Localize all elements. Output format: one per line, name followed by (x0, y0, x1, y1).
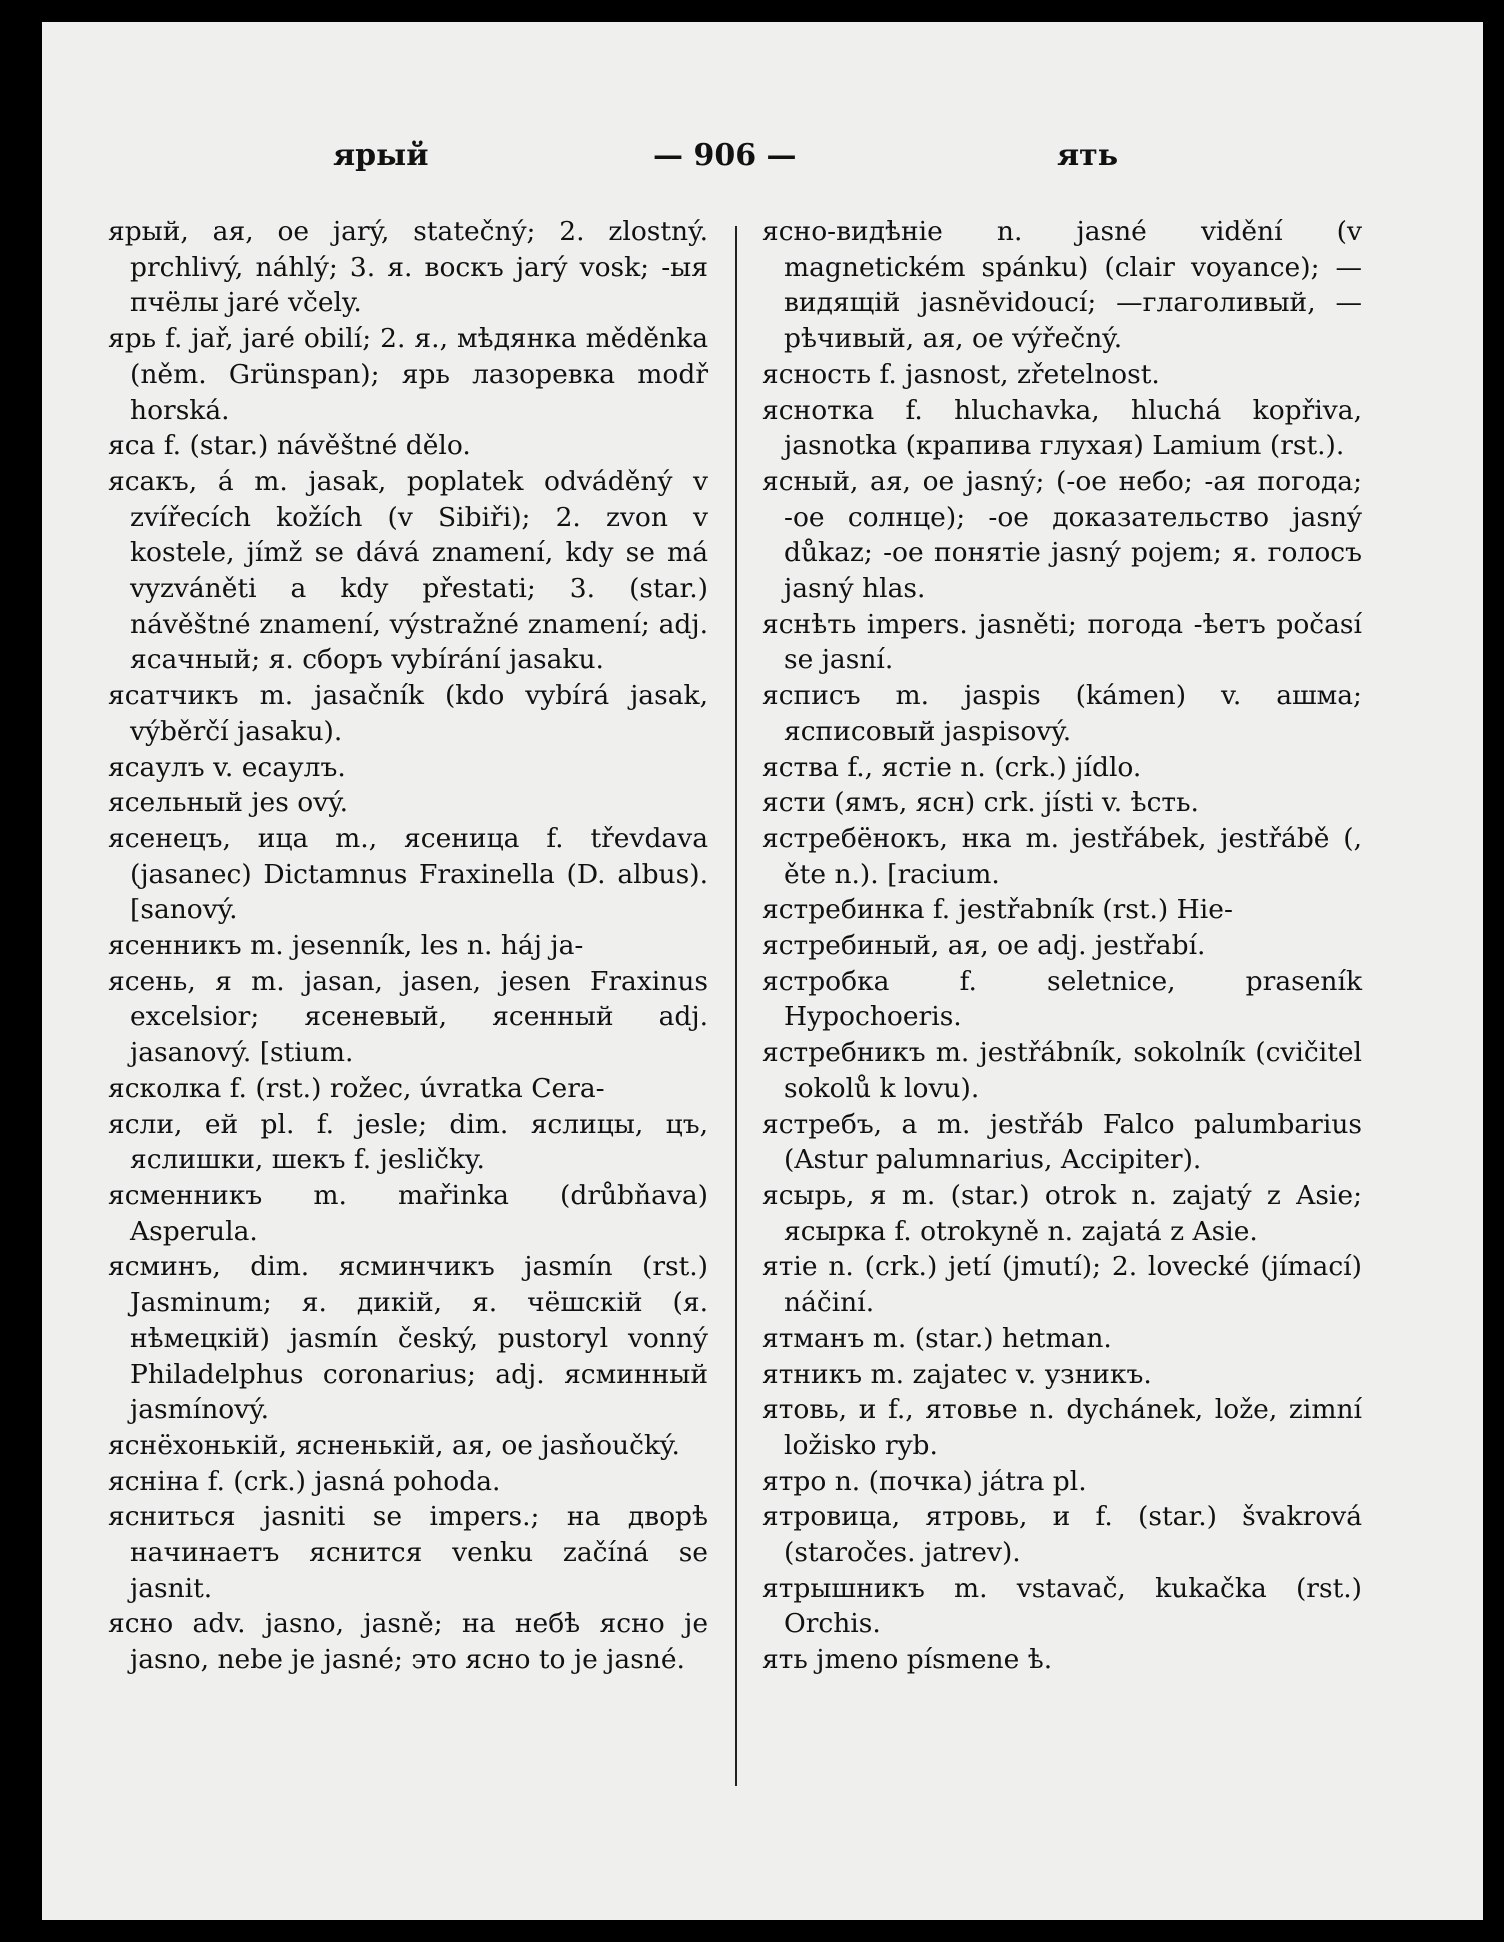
dictionary-entry: ятіе n. (crk.) jetí (jmutí); 2. lovecké (jímací) náčiní. (762, 1251, 1362, 1319)
dictionary-entry: ясколка f. (rst.) rožec, úvratka Cera- (108, 1072, 605, 1104)
dictionary-entry: ясельный jes ový. (108, 787, 349, 819)
dictionary-entry: ясно adv. jasno, jasně; на небѣ ясно je jasno, nebe je jasné; это ясно to je jasné. (108, 1608, 708, 1676)
dictionary-entry: ятманъ m. (star.) hetman. (762, 1322, 1112, 1354)
dictionary-entry: ясатчикъ m. jasačník (kdo vybírá jasak, výběrčí jasaku). (108, 680, 708, 747)
dictionary-entry: ясакъ, á m. jasak, poplatek odváděný v zvířecích kožích (v Sibiři); 2. zvon v kostele, jímž se dává znamení, kdy se má vyzváněti a kdy přestati; 3. (star.) návěštné znamení, výstražné znamení; adj. ясачный; я. сборъ vybírání jasaku. (108, 465, 708, 676)
dictionary-entry: ястребникъ m. jestřábník, sokolník (cvičitel sokolů k lovu). (762, 1037, 1362, 1104)
dictionary-entry: яса f. (star.) návěštné dělo. (108, 430, 471, 462)
column-divider (735, 226, 737, 1786)
dictionary-entry: ясно-видѣніе n. jasné vidění (v magnetickém spánku) (clair voyance); —видящій jasnĕvidoucí; —глаголивый, —рѣчивый, ая, ое výřečný. (762, 216, 1362, 355)
dictionary-entry: ярый, ая, ое jarý, statečný; 2. zlostný. prchlivý, náhlý; 3. я. воскъ jarý vosk; -ыя пчёлы jaré včely. (108, 216, 708, 319)
dictionary-entry: ястребинка f. jestřabník (rst.) Hie- (762, 894, 1233, 926)
dictionary-entry: ясменникъ m. mařinka (drůbňava) Asperula. (108, 1179, 708, 1247)
dictionary-entry: яснотка f. hluchavka, hluchá kopřiva, jasnotka (крапива глухая) Lamium (rst.). (762, 394, 1362, 462)
dictionary-entry: ятрышникъ m. vstavač, kukačka (rst.) Orchis. (762, 1572, 1362, 1640)
dictionary-entry: ярь f. jař, jaré obilí; 2. я., мѣдянка měděnka (něm. Grünspan); ярь лазоревка modř horská. (108, 323, 708, 426)
header-last-word: ять (1057, 138, 1119, 173)
dictionary-entry: яства f., ястіе n. (crk.) jídlo. (762, 751, 1142, 783)
dictionary-entry: ястребъ, а m. jestřáb Falco palumbarius (Astur palumnarius, Accipiter). (762, 1108, 1362, 1176)
dictionary-entry: ясень, я m. jasan, jasen, jesen Fraxinus excelsior; ясеневый, ясенный adj. jasanový. [stium. (108, 965, 708, 1069)
dictionary-entry: ясти (ямъ, ясн) crk. jísti v. ѣсть. (762, 787, 1199, 819)
dictionary-entry: ясность f. jasnost, zřetelnost. (762, 358, 1160, 390)
dictionary-entry: ясенецъ, ица m., ясеница f. třevdava (jasanec) Dictamnus Fraxinella (D. albus). [sanový. (108, 822, 708, 926)
page-number: — 906 — (653, 138, 797, 173)
dictionary-entry: яснёхонькій, ясненькій, ая, ое jasňoučký. (108, 1429, 680, 1461)
dictionary-entry: ятникъ m. zajatec v. узникъ. (762, 1358, 1152, 1390)
dictionary-entry: ясніна f. (crk.) jasná pohoda. (108, 1465, 501, 1497)
dictionary-entry: ять jmeno písmene ѣ. (762, 1644, 1053, 1676)
dictionary-entry: ясенникъ m. jesenník, les n. háj ja- (108, 930, 584, 962)
dictionary-entry: ясминъ, dim. ясминчикъ jasmín (rst.) Jasminum; я. дикій, я. чёшскій (я. нѣмецкій) jasmín český, pustoryl vonný Philadelphus coronarius; adj. ясминный jasmínový. (108, 1251, 708, 1426)
dictionary-entry: ятовь, и f., ятовье n. dychánek, lože, zimní ložisko ryb. (762, 1394, 1362, 1461)
dictionary-entry: ястробка f. seletnice, praseník Hypochoeris. (762, 965, 1362, 1033)
dictionary-entry: ясли, ей pl. f. jesle; dim. яслицы, цъ, яслишки, шекъ f. jesličky. (108, 1108, 708, 1176)
page-header (0, 138, 1504, 178)
dictionary-entry: ясырь, я m. (star.) otrok n. zajatý z Asie; ясырка f. otrokyně n. zajatá z Asie. (762, 1179, 1362, 1247)
left-column (108, 214, 708, 1678)
dictionary-entry: ятровица, ятровь, и f. (star.) švakrová (staročes. jatrev). (762, 1501, 1362, 1569)
dictionary-entry: ясписъ m. jaspis (kámen) v. ашма; ясписовый jaspisový. (762, 680, 1362, 747)
dictionary-entry: ясниться jasniti se impers.; на дворѣ начинаетъ яснится venku začíná se jasnit. (108, 1501, 708, 1604)
dictionary-entry: ясаулъ v. есаулъ. (108, 751, 346, 783)
dictionary-entry: яснѣть impers. jasněti; погода -ѣетъ počasí se jasní. (762, 608, 1362, 676)
header-first-word: ярый (333, 138, 429, 173)
dictionary-entry: ястребёнокъ, нка m. jestřábek, jestřábě (, ěte n.). [racium. (762, 822, 1362, 890)
dictionary-entry: ясный, ая, ое jasný; (-ое небо; -ая погода; -ое солнце); -ое доказательство jasný důkaz; -ое понятіе jasný pojem; я. голосъ jasný hlas. (762, 465, 1362, 605)
dictionary-entry: ястребиный, ая, ое adj. jestřabí. (762, 930, 1206, 962)
dictionary-entry: ятро n. (почка) játra pl. (762, 1465, 1087, 1497)
right-column (762, 214, 1362, 1678)
